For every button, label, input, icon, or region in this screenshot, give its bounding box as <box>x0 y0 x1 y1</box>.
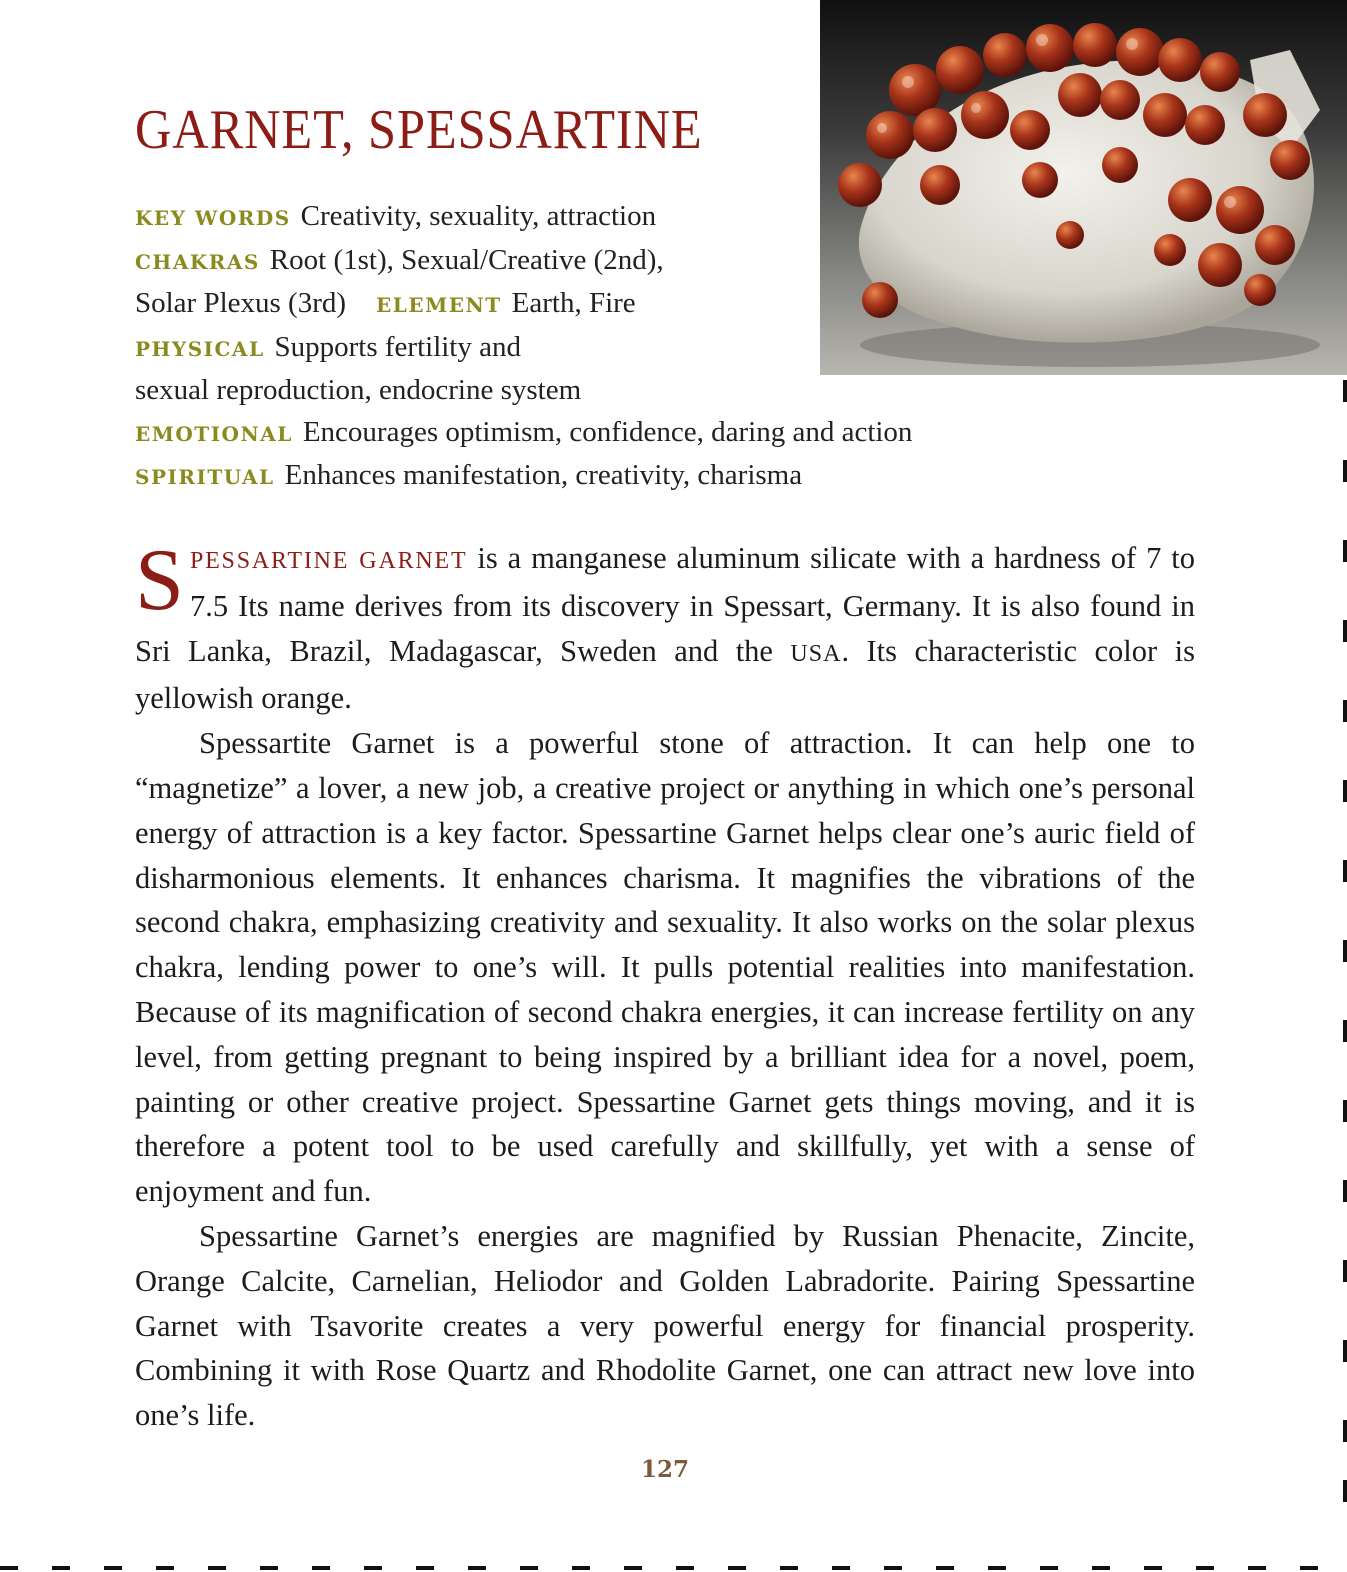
physical-label: PHYSICAL <box>135 336 265 361</box>
scan-edge-marks-right <box>1343 380 1347 1510</box>
drop-cap: S <box>135 532 184 629</box>
physical-row <box>135 327 1035 371</box>
entry-title: GARNET, SPESSARTINE <box>135 99 703 161</box>
spiritual-value: Enhances manifestation, creativity, charisma <box>284 459 803 491</box>
paragraph-2: Spessartite Garnet is a powerful stone of attraction. It can help one to “magnetize” a lover, a new job, a creative project or anything in which one’s personal energy of attraction is a key factor. Spessartine Garnet helps clear one’s auric field of disharmonious elements. It enhances charisma. It magnifies the vibrations of the second chakra, emphasizing creativity and sexuality. It also works on the solar plexus chakra, lending power to one’s will. It pulls potential realities into manifestation. Because of its magnification of second chakra energies, it can increase fertility on any level, from getting pregnant to being inspired by a brilliant idea for a novel, poem, painting or other creative project. Spessartine Garnet gets things moving, and it is therefore a potent tool to be used carefully and skillfully, yet with a sense of enjoyment and fun. <box>135 726 1195 1209</box>
physical-value-cont: sexual reproduction, endocrine system <box>135 374 582 406</box>
usa-abbrev: USA <box>790 640 842 667</box>
element-label: ELEMENT <box>376 293 502 317</box>
keywords-label: KEY WORDS <box>135 206 291 230</box>
properties-list <box>135 196 1035 499</box>
physical-row-cont <box>135 370 1035 412</box>
lead-in: PESSARTINE GARNET <box>189 548 468 574</box>
body-text <box>135 532 1196 1438</box>
chakras-label: CHAKRAS <box>135 249 260 274</box>
chakras-value-cont: Solar Plexus (3rd) <box>135 287 347 319</box>
scan-edge-marks-bottom <box>0 1566 1347 1570</box>
keywords-row <box>135 196 1035 240</box>
chakras-row <box>135 240 1035 284</box>
chakras-element-row <box>135 283 1035 327</box>
emotional-row <box>135 412 1035 456</box>
page-number: 127 <box>640 1456 689 1483</box>
paragraph-1-text: is a manganese aluminum silicate with a hardness of 7 to 7.5 Its name derives from its discovery in Spessart, Germany. It is also found in Sri Lanka, Brazil, Madagascar, Sweden and the <box>135 541 1196 668</box>
paragraph-1 <box>135 532 1196 721</box>
physical-value: Supports fertility and <box>274 330 521 363</box>
emotional-value: Encourages optimism, confidence, daring and action <box>302 415 913 448</box>
paragraph-1-end: . Its characteristic color is yellowish orange. <box>135 633 1195 716</box>
spiritual-row <box>135 455 1035 499</box>
spiritual-label: SPIRITUAL <box>135 465 275 489</box>
emotional-label: EMOTIONAL <box>135 421 293 446</box>
paragraph-3: Spessartine Garnet’s energies are magnified by Russian Phenacite, Zincite, Orange Calcite, Carnelian, Heliodor and Golden Labradorite. Pairing Spessartine Garnet with Tsavorite creates a very powerful energy for financial prosperity. Combining it with Rose Quartz and Rhodolite Garnet, one can attract new love into one’s life. <box>135 1218 1195 1433</box>
element-value: Earth, Fire <box>511 287 636 319</box>
keywords-value: Creativity, sexuality, attraction <box>300 200 657 232</box>
chakras-value: Root (1st), Sexual/Creative (2nd), <box>269 243 664 276</box>
